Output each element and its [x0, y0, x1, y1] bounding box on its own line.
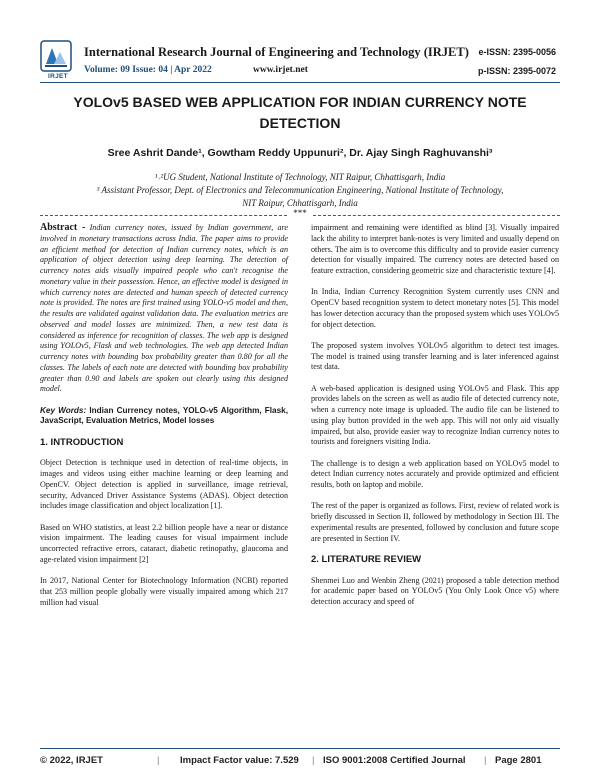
- footer-iso-certification: ISO 9001:2008 Certified Journal: [323, 755, 466, 766]
- journal-website-link[interactable]: www.irjet.net: [253, 65, 308, 75]
- affiliation-3: NIT Raipur, Chhattisgarh, India: [242, 198, 358, 208]
- footer-separator: |: [484, 755, 487, 766]
- section-heading-literature-review: 2. LITERATURE REVIEW: [311, 553, 422, 565]
- affiliation-2: ³ Assistant Professor, Dept. of Electronics and Telecommunication Engineering, National Institute of Technology,: [96, 185, 504, 195]
- abstract: [40, 223, 288, 395]
- irjet-logo-icon: [40, 40, 72, 72]
- volume-issue: Volume: 09 Issue: 04 | Apr 2022: [84, 65, 212, 75]
- e-issn: e-ISSN: 2395-0056: [478, 47, 556, 57]
- journal-header: [40, 40, 560, 88]
- paper-title: YOLOv5 BASED WEB APPLICATION FOR INDIAN CURRENCY NOTE DETECTION: [73, 94, 527, 131]
- paragraph: The proposed system involves YOLOv5 algorithm to detect test images. The model is trained using transfer learning and is later inferenced against test data.: [311, 340, 559, 372]
- p-issn: p-ISSN: 2395-0072: [477, 66, 556, 76]
- paragraph: The challenge is to design a web application based on YOLOv5 model to detect Indian currency notes accurately and provide optimized and efficient results, both on laptop and mobile.: [311, 458, 559, 489]
- separator-line-right: [313, 215, 560, 216]
- author-list: Sree Ashrit Dande¹, Gowtham Reddy Uppunuri², Dr. Ajay Singh Raghuvanshi³: [107, 147, 493, 159]
- abstract-text: Indian currency notes, issued by Indian government, are involved in monetary transactions across India. The paper aims to provide an efficient method for detection of Indian currency notes, which is an application of object detection using deep learning. The detection of currency notes aids visually impaired people who can't recognise the monetary value in their possession. Hence, an effective model is designed in which currency notes are detected and human speech of detected currency note is provided. The notes are first trained using YOLO-v5 model and then, the results are validated against validation data. The evaluation metrics are observed and model losses are minimized. Then, a new test data is considered as inference for recognition of classes. The web app is designed using YOLOv5, Flask and web technologies. The web app detected Indian currency notes with bounding box probability greater than 0.80 for all the classes. The labels of each note are detected with bounding box probability greater than 0.90 and labels are spoken out clearly using this designed model.: [40, 223, 288, 394]
- journal-title: International Research Journal of Engineering and Technology (IRJET): [84, 45, 469, 59]
- footer-page-number: Page 2801: [495, 755, 542, 766]
- section-separator: [40, 208, 560, 221]
- right-column: [311, 223, 559, 618]
- footer-separator: |: [157, 755, 160, 766]
- separator-stars: ***: [293, 208, 307, 218]
- footer-separator: |: [312, 755, 315, 766]
- left-column: [40, 223, 288, 619]
- paragraph: In 2017, National Center for Biotechnology Information (NCBI) reported that 253 million people globally were visually impaired among which 217 million had visual: [40, 576, 288, 607]
- paragraph: In India, Indian Currency Recognition System currently uses CNN and OpenCV based recognition system to detect monetary notes [5]. This model has lower detection accuracy than the proposed system which uses YOLOv5 for object detection.: [311, 287, 559, 329]
- keywords: [40, 406, 288, 428]
- section-heading-introduction: 1. INTRODUCTION: [40, 436, 124, 448]
- paragraph: Shenmei Luo and Wenbin Zheng (2021) proposed a table detection method for academic paper based on YOLOv5 (You Only Look Once v5) where detection accuracy and speed of: [311, 575, 559, 606]
- footer-copyright: © 2022, IRJET: [40, 755, 103, 766]
- separator-line-left: [40, 215, 287, 216]
- keywords-text: Indian Currency notes, YOLO-v5 Algorithm, Flask, JavaScript, Evaluation Metrics, Model losses: [40, 405, 288, 426]
- paragraph: Based on WHO statistics, at least 2.2 billion people have a near or distance vision impairment. The leading causes for visual impairment include uncorrected refractive errors, cataract, diabetic retinopathy, glaucoma and age-related vision impairment [2]: [40, 522, 288, 564]
- paragraph: The rest of the paper is organized as follows. First, review of related work is briefly discussed in Section II, followed by methodology in Section III. The experimental results are presented, followed by conclusion and future scope are presented in Section IV.: [311, 501, 559, 543]
- footer-divider: [40, 748, 560, 749]
- paragraph: impairment and remaining were identified as blind [3]. Visually impaired lack the ability to interpret bank-notes is very limited and usually depend on others. The aim is to overcome this difficulty and to provide easier currency detection for visually impaired. The currency notes are detected based on feature extraction, considering geometric size and characteristic texture [4].: [311, 223, 559, 275]
- affiliation-1: ¹˒²UG Student, National Institute of Technology, NIT Raipur, Chhattisgarh, India: [154, 172, 446, 182]
- paragraph: A web-based application is designed using YOLOv5 and Flask. This app provides labels on the screen as well as audio file of detected currency note, when a currency note image is uploaded. The audio file can be listened to using play button provided in the web app. This will not only aid visually impaired, but also, provide easier way to recognize Indian currency notes to tourists and foreigners visiting India.: [311, 383, 559, 447]
- keywords-label: Key Words:: [40, 405, 87, 415]
- abstract-label: Abstract -: [40, 222, 86, 233]
- header-divider: [40, 82, 560, 83]
- footer-impact-factor: Impact Factor value: 7.529: [180, 755, 299, 766]
- logo-caption: IRJET: [48, 73, 68, 80]
- paragraph: Object Detection is technique used in detection of real-time objects, in images and videos using either machine learning or deep learning and OpenCV. Object detection is applied in surveillance, image retrieval, security, Advanced Driver Assistance Systems (ADAS). Object detection includes image classification and object localization [1].: [40, 458, 288, 511]
